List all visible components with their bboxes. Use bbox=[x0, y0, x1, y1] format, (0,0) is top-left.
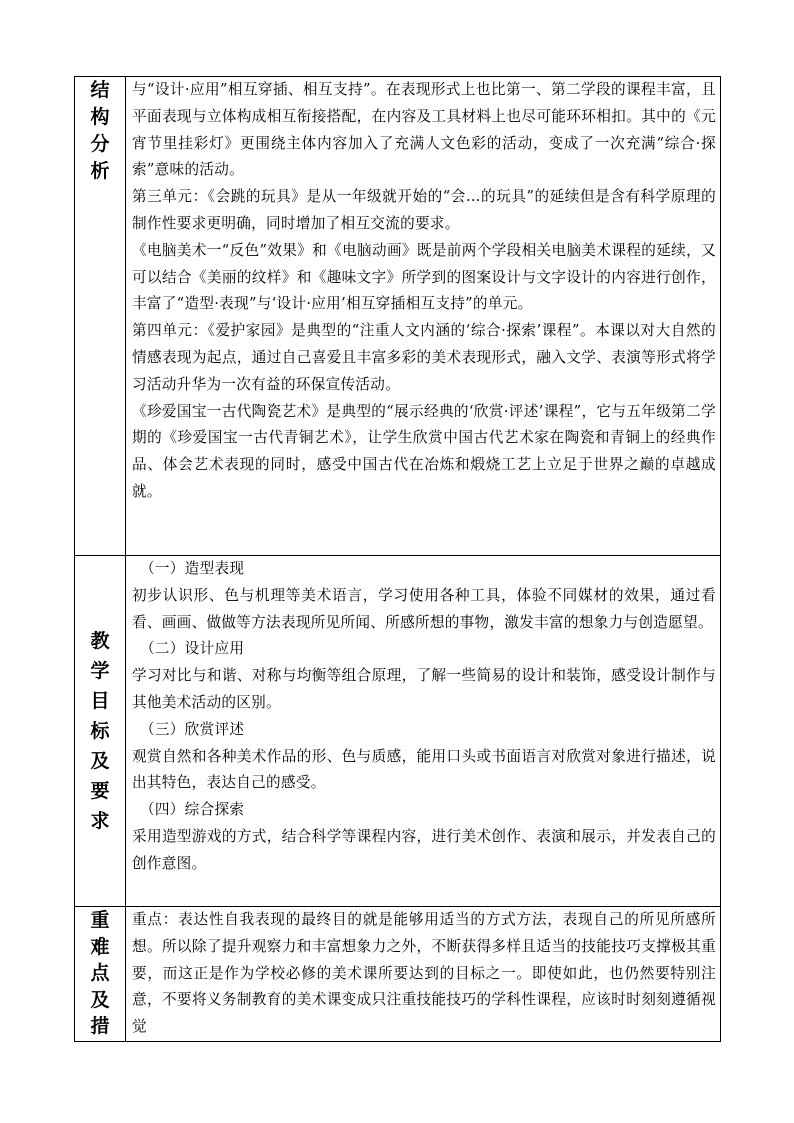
paragraph: 《电脑美术一“反色”效果》和《电脑动画》既是前两个学段相关电脑美术课程的延续，又可以结合《美丽的纹样》和《趣味文字》所学到的图案设计与文字设计的内容进行创作，丰富了“造型·表现”与‘设计·应用’相互穿插相互支持”的单元。 bbox=[132, 241, 716, 313]
row-heading-cell bbox=[75, 907, 126, 1042]
key-points-row bbox=[75, 907, 721, 1042]
goal-title: （三）欣赏评述 bbox=[140, 720, 245, 738]
paragraph: 重点：表达性自我表现的最终目的就是能够用适当的方式方法，表现自己的所见所感所想。所以除了提升观察力和丰富想象力之外，不断获得多样且适当的技能技巧支撑极其重要，而这正是作为学校必修的美术课所要达到的目标之一。即使如此，也仍然要特别注意，不要将义务制教育的美术课变成只注重技能技巧的学科性课程，应该时时刻刻遵循视觉 bbox=[132, 911, 716, 1036]
paragraph: 第三单元：《会跳的玩具》是从一年级就开始的“会…的玩具”的延续但是含有科学原理的制作性要求更明确，同时增加了相互交流的要求。 bbox=[132, 188, 716, 232]
goal-text: 采用造型游戏的方式，结合科学等课程内容，进行美术创作、表演和展示，并发表自己的创作意图。 bbox=[132, 827, 716, 872]
goal-text: 初步认识形、色与机理等美术语言，学习使用各种工具，体验不同媒材的效果，通过看看、画画、做做等方法表现所见所闻、所感所想的事物，激发丰富的想象力与创造愿望。 bbox=[132, 586, 716, 631]
structure-analysis-row bbox=[75, 77, 721, 556]
row-heading-key-points: 重 难 点 及 措 bbox=[90, 909, 110, 1037]
goal-text: 学习对比与和谐、对称与均衡等组合原理，了解一些简易的设计和装饰，感受设计制作与其他美术活动的区别。 bbox=[132, 667, 716, 711]
row-heading-teaching-goals: 教 学 目 标 及 要 求 bbox=[90, 630, 110, 832]
row-content-cell bbox=[126, 907, 721, 1042]
lesson-plan-table bbox=[74, 76, 721, 1042]
goal-title: （二）设计应用 bbox=[140, 640, 245, 658]
paragraph: 与“设计·应用”相互穿插、相互支持”。在表现形式上也比第一、第二学段的课程丰富，且平面表现与立体构成相互衔接搭配，在内容及工具材料上也尽可能环环相扣。其中的《元宵节里挂彩灯》更围绕主体内容加入了充满人文色彩的活动，变成了一次充满“综合·探索”意味的活动。 bbox=[132, 81, 716, 179]
teaching-goals-text bbox=[126, 556, 720, 878]
row-heading-cell bbox=[75, 556, 126, 907]
row-heading-structure-analysis: 结 构 分 析 bbox=[90, 79, 110, 182]
goal-title: （四）综合探索 bbox=[140, 801, 245, 819]
paragraph: 《珍爱国宝一古代陶瓷艺术》是典型的“展示经典的‘欣赏·评述’课程”，它与五年级第二学期的《珍爱国宝一古代青铜艺术》，让学生欣赏中国古代艺术家在陶瓷和青铜上的经典作品、体会艺术表现的同时，感受中国古代在冶炼和煅烧工艺上立足于世界之巅的卓越成就。 bbox=[132, 402, 716, 500]
goal-title: （一）造型表现 bbox=[140, 560, 245, 577]
paragraph: 第四单元：《爱护家园》是典型的“注重人文内涵的‘综合·探索’课程”。本课以对大自然的情感表现为起点，通过自己喜爱且丰富多彩的美术表现形式，融入文学、表演等形式将学习活动升华为一次有益的环保宣传活动。 bbox=[132, 322, 716, 393]
row-heading-cell bbox=[75, 77, 126, 556]
row-content-cell bbox=[126, 77, 721, 556]
structure-analysis-text bbox=[126, 77, 720, 506]
teaching-goals-row bbox=[75, 556, 721, 907]
goal-text: 观赏自然和各种美术作品的形、色与质感，能用口头或书面语言对欣赏对象进行描述，说出其特色，表达自己的感受。 bbox=[132, 747, 716, 792]
key-points-text bbox=[126, 907, 720, 1041]
row-content-cell bbox=[126, 556, 721, 907]
